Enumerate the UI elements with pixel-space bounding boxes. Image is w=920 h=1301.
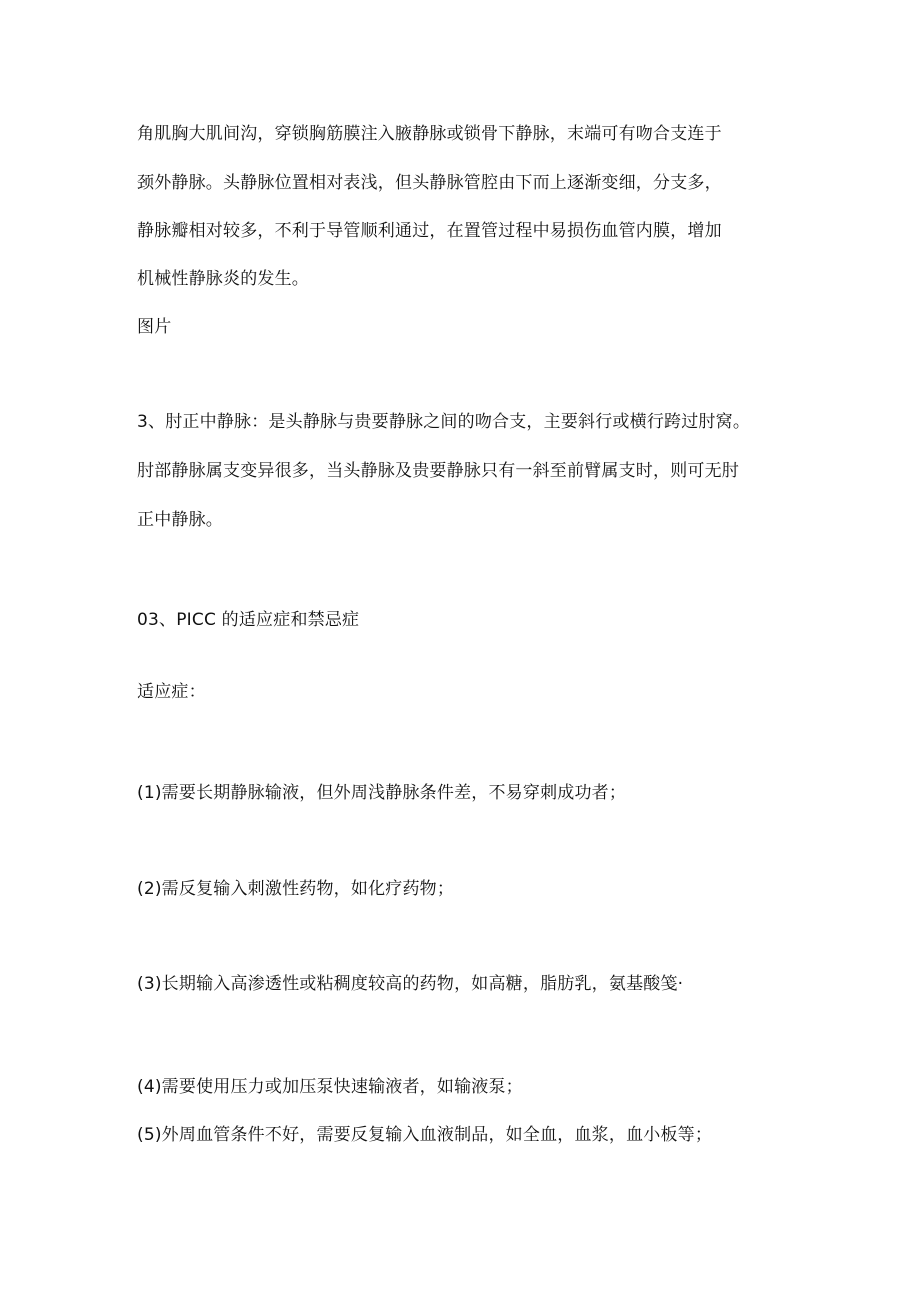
list-item: (4)需要使用压力或加压泵快速输液者，如输液泵； bbox=[137, 1077, 523, 1097]
list-item: (2)需反复输入刺激性药物，如化疗药物； bbox=[137, 879, 455, 899]
paragraph-line: 正中静脉。 bbox=[137, 510, 223, 530]
image-placeholder-text: 图片 bbox=[137, 317, 172, 337]
list-item: (3)长期输入高渗透性或粘稠度较高的药物，如高糖，脂肪乳，氨基酸笺· bbox=[137, 974, 684, 994]
paragraph-line: 颈外静脉。头静脉位置相对表浅，但头静脉管腔由下而上逐渐变细，分支多， bbox=[137, 173, 722, 193]
indications-label: 适应症： bbox=[137, 682, 206, 702]
paragraph-line: 角肌胸大肌间沟，穿锁胸筋膜注入腋静脉或锁骨下静脉，末端可有吻合支连于 bbox=[137, 124, 722, 144]
paragraph-line: 静脉瓣相对较多，不利于导管顺利通过，在置管过程中易损伤血管内膜，增加 bbox=[137, 221, 722, 241]
section-heading: 03、PICC 的适应症和禁忌症 bbox=[137, 610, 360, 630]
paragraph-line: 肘部静脉属支变异很多，当头静脉及贵要静脉只有一斜至前臂属支时，则可无肘 bbox=[137, 461, 739, 481]
list-item: (5)外周血管条件不好，需要反复输入血液制品，如全血，血浆，血小板等； bbox=[137, 1125, 713, 1145]
list-item: (1)需要长期静脉输液，但外周浅静脉条件差，不易穿刺成功者； bbox=[137, 783, 627, 803]
paragraph-line: 机械性静脉炎的发生。 bbox=[137, 269, 309, 289]
paragraph-line: 3、肘正中静脉：是头静脉与贵要静脉之间的吻合支，主要斜行或横行跨过肘窝。 bbox=[137, 412, 751, 432]
